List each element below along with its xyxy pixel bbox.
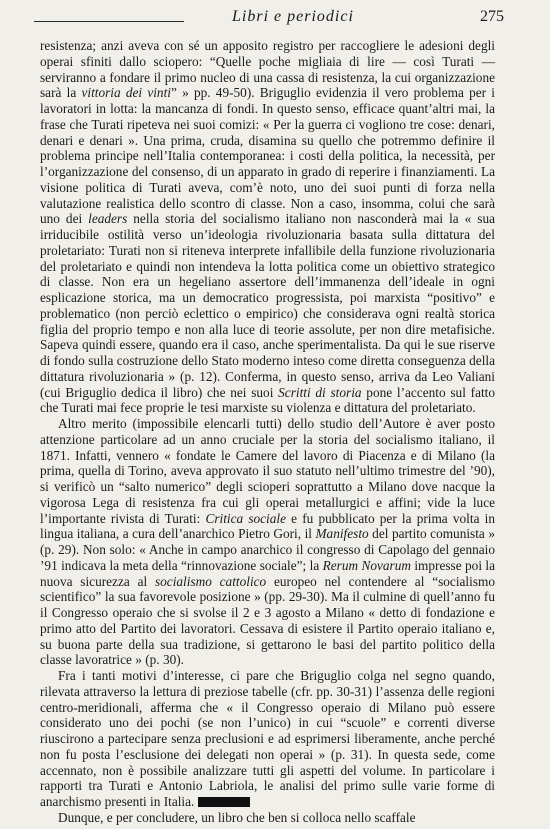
page-header — [34, 8, 504, 30]
italic-text: Scritti di storia — [278, 384, 362, 400]
italic-text: Manifesto — [315, 526, 369, 542]
italic-text: Critica sociale — [205, 510, 286, 526]
paragraph-2 — [40, 416, 495, 668]
italic-text: socialismo cattolico — [154, 573, 267, 589]
body-text — [40, 38, 495, 826]
paragraph-3 — [40, 668, 495, 810]
italic-text: leaders — [88, 211, 128, 227]
text-run: e fu pubblicato per la prima volta in lingua italiana, a cura dell’anarchico Pietro Gori, il — [40, 510, 495, 542]
text-run: impresse poi la nuova sicurezza al — [40, 557, 496, 589]
italic-text: Rerum Novarum — [322, 557, 411, 573]
text-run: Dunque, e per concludere, un libro che ben si colloca nello scaffale — [58, 809, 416, 825]
paragraph-4 — [40, 810, 495, 826]
running-title: Libri e periodici — [232, 8, 354, 25]
header-rule — [34, 21, 184, 22]
page-number: 275 — [480, 8, 504, 25]
text-run: nella storia del socialismo italiano non nasconderà mai la « sua irriducibile ostilità verso un’ideologia rivoluzionaria basata sulla dittatura del proletariato: Turati non si riteneva interprete infallibile della funzione rivoluzionaria del proletariato e quindi non intendeva la lotta politica come un obiettivo strategico di classe. Non era un hegeliano assertore dell’immanenza dell’ideale in ogni esplicazione storica, ma un democratico progressista, poi marxista “positivo” e problematico (non perciò eclettico o empirico) che considerava ogni realtà storica figlia del proprio tempo e non alla luce di teorie assolute, per non dire metafisiche. Sapeva quindi essere, quando era il caso, anche sperimentalista. Da qui le sue riserve di fondo sulla costruzione dello Stato moderno inteso come diretta conseguenza della dittatura rivoluzionaria » (p. 12). Conferma, in questo senso, arriva da Leo Valiani (cui Briguglio dedica il libro) che nei suoi — [40, 211, 495, 400]
redaction-mark — [198, 797, 250, 807]
text-run: Altro merito (impossibile elencarli tutti) dello studio dell’Autore è aver posto attenzione particolare ad un anno cruciale per la storia del socialismo italiano, il 1871. Infatti, vennero « fondate le Camere del lavoro di Piacenza e di Milano (la prima, quella di Torino, aveva approvato il suo statuto nell’ultimo trimestre del ’90), si verificò un “salto numerico” degli scioperi soprattutto a Milano dove nacque la vigorosa Lega di resistenza fra cui gli operai metallurgici e affini; vide la luce l’importante rivista di Turati: — [40, 416, 495, 526]
text-run: resistenza; anzi aveva con sé un apposito registro per raccogliere le adesioni degli operai sfiniti dallo sciopero: “Quelle poche migliaia di lire — così Turati — serviranno a fondare il primo nucleo di una cassa di resistenza, la cui organizzazione sarà la — [40, 38, 495, 101]
text-run: ” » pp. 49-50). Briguglio evidenzia il vero problema per i lavoratori in lotta: la mancanza di fondi. In questo senso, efficace quant’altri mai, la frase che Turati ripeteva nei suoi comizi: « Per la guerra ci vogliono tre cose: denari, denari e denari ». Una prima, cruda, disamina su quello che potremmo definire il problema principe nell’Italia contemporanea: i costi della politica, la necessità, per l’organizzazione del consenso, di un apparato in grado di reperire i finanziamenti. La visione politica di Turati aveva, com’è noto, uno dei suoi punti di forza nella valutazione realistica dello scontro di classe. Non a caso, insomma, colui che sarà uno dei — [40, 85, 495, 227]
text-run: del partito comunista » (p. 29). Non solo: « Anche in campo anarchico il congresso di Capolago del gennaio ’91 indicava la meta della “rinnovazione sociale”; la — [40, 526, 495, 573]
italic-text: vittoria dei vinti — [81, 85, 171, 101]
text-run: pone l’accento sul fatto che Turati mai fece proprie le tesi marxiste su violenza e dittatura del proletariato. — [40, 384, 496, 416]
text-run: Fra i tanti motivi d’interesse, ci pare che Briguglio colga nel segno quando, rilevata attraverso la lettura di preziose tabelle (cfr. pp. 30-31) l’assenza delle regioni centro-meridionali, afferma che « il Congresso operaio di Milano può essere considerato uno dei pochi (se non l’unico) in cui “scuole” e correnti diverse riuscirono a partecipare senza preclusioni e ad esprimersi liberamente, anche perché non fu posta l’esclusione dei delegati non operai » (p. 31). In questa sede, come accennato, non è possibile analizzare tutti gli aspetti del volume. In particolare i rapporti tra Turati e Antonio Labriola, le analisi del primo sulle varie forme di anarchismo presenti in Italia. — [40, 668, 495, 809]
text-run: europeo nel contendere al “socialismo scientifico” la sua favorevole posizione » (pp. 29-30). Ma il culmine di quell’anno fu il Congresso operaio che si svolse il 2 e 3 agosto a Milano « detto di fondazione e primo atto del Partito dei lavoratori. Cessava di esistere il Partito operaio italiano e, su buona parte della sua tradizione, si gettarono le basi del partito politico della classe lavoratrice » (p. 30). — [40, 573, 495, 668]
paragraph-1 — [40, 38, 495, 416]
